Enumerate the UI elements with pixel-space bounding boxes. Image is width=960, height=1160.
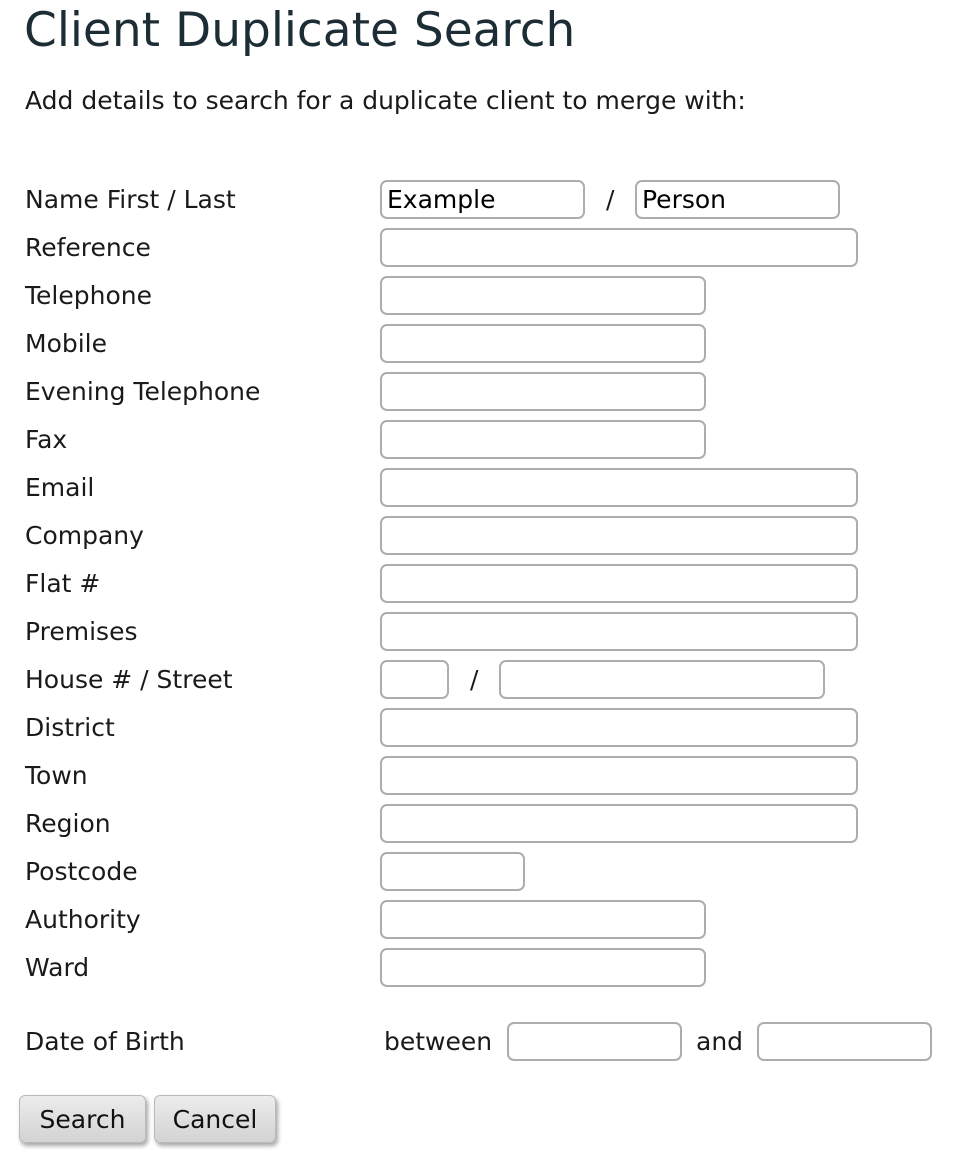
house-number-input[interactable] (380, 660, 449, 699)
dob-to-input[interactable] (757, 1022, 932, 1061)
postcode-input[interactable] (380, 852, 525, 891)
date-of-birth-label: Date of Birth (25, 1027, 185, 1056)
email-label: Email (25, 473, 95, 502)
dob-and-text: and (696, 1027, 744, 1056)
first-name-input[interactable] (380, 180, 585, 219)
flat-input[interactable] (380, 564, 858, 603)
region-input[interactable] (380, 804, 858, 843)
page-subtitle: Add details to search for a duplicate client to merge with: (25, 86, 746, 115)
reference-input[interactable] (380, 228, 858, 267)
fax-input[interactable] (380, 420, 706, 459)
company-input[interactable] (380, 516, 858, 555)
name-separator: / (606, 185, 615, 214)
telephone-input[interactable] (380, 276, 706, 315)
premises-input[interactable] (380, 612, 858, 651)
email-input[interactable] (380, 468, 858, 507)
town-input[interactable] (380, 756, 858, 795)
last-name-input[interactable] (635, 180, 840, 219)
reference-label: Reference (25, 233, 151, 262)
district-input[interactable] (380, 708, 858, 747)
region-label: Region (25, 809, 111, 838)
street-input[interactable] (499, 660, 825, 699)
authority-label: Authority (25, 905, 141, 934)
district-label: District (25, 713, 115, 742)
fax-label: Fax (25, 425, 68, 454)
house-street-separator: / (470, 665, 479, 694)
telephone-label: Telephone (25, 281, 152, 310)
flat-label: Flat # (25, 569, 101, 598)
postcode-label: Postcode (25, 857, 138, 886)
cancel-button[interactable]: Cancel (154, 1095, 276, 1143)
ward-input[interactable] (380, 948, 706, 987)
ward-label: Ward (25, 953, 90, 982)
page-title: Client Duplicate Search (24, 3, 576, 58)
mobile-input[interactable] (380, 324, 706, 363)
mobile-label: Mobile (25, 329, 108, 358)
name-label: Name First / Last (25, 185, 236, 214)
authority-input[interactable] (380, 900, 706, 939)
evening-telephone-label: Evening Telephone (25, 377, 261, 406)
premises-label: Premises (25, 617, 138, 646)
company-label: Company (25, 521, 144, 550)
evening-telephone-input[interactable] (380, 372, 706, 411)
dob-between-text: between (384, 1027, 493, 1056)
dob-from-input[interactable] (507, 1022, 682, 1061)
house-street-label: House # / Street (25, 665, 233, 694)
search-button[interactable]: Search (19, 1095, 146, 1143)
town-label: Town (25, 761, 88, 790)
